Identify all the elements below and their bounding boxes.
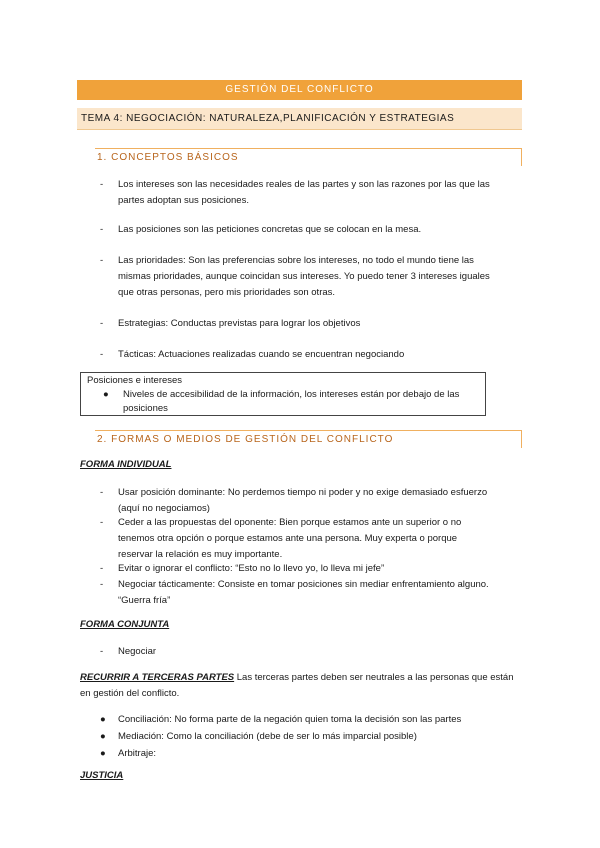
dash-marker: -: [100, 487, 104, 498]
box-heading: Posiciones e intereses: [87, 375, 183, 386]
bullet-icon: ●: [103, 389, 109, 400]
dash-marker: -: [100, 255, 104, 266]
bullet-icon: ●: [100, 714, 106, 725]
dash-marker: -: [100, 179, 104, 190]
dash-marker: -: [100, 563, 104, 574]
subheading-justicia: JUSTICIA: [80, 770, 124, 781]
box-bullet-text: Niveles de accesibilidad de la información, los intereses están por debajo de las posiciones: [123, 389, 460, 414]
bullet-icon: ●: [100, 731, 106, 742]
dash-marker: -: [100, 224, 104, 235]
terceras-partes-paragraph: RECURRIR A TERCERAS PARTES Las terceras partes deben ser neutrales a las personas que están en gestión del conflicto.: [80, 672, 514, 699]
dash-marker: -: [100, 318, 104, 329]
subheading-forma-individual: FORMA INDIVIDUAL: [80, 459, 172, 470]
section-heading-formas: 2. FORMAS O MEDIOS DE GESTIÓN DEL CONFLICTO: [95, 430, 522, 448]
subheading-terceras-partes: RECURRIR A TERCERAS PARTES: [80, 672, 235, 683]
posiciones-intereses-box: [80, 372, 486, 416]
dash-marker: -: [100, 517, 104, 528]
dash-marker: -: [100, 646, 104, 657]
document-title: GESTIÓN DEL CONFLICTO: [77, 80, 522, 100]
tema-heading: TEMA 4: NEGOCIACIÓN: NATURALEZA,PLANIFICACIÓN Y ESTRATEGIAS: [77, 108, 522, 130]
section-heading-conceptos: 1. CONCEPTOS BÁSICOS: [95, 148, 522, 166]
bullet-icon: ●: [100, 748, 106, 759]
subheading-forma-conjunta: FORMA CONJUNTA: [80, 619, 170, 630]
dash-marker: -: [100, 579, 104, 590]
dash-marker: -: [100, 349, 104, 360]
